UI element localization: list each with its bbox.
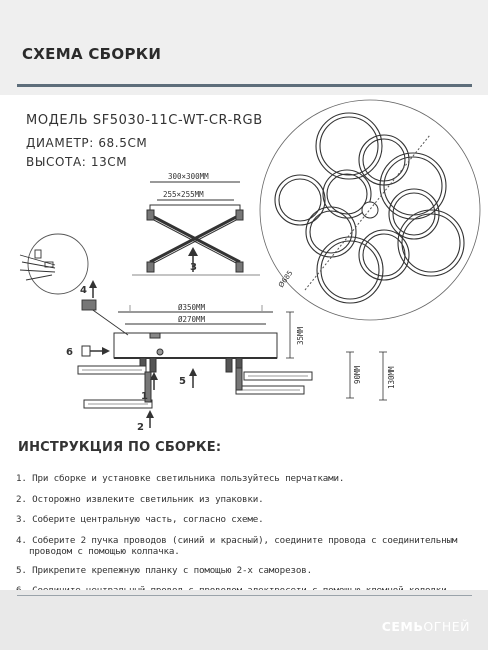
mid-height-dim: 90ММ bbox=[353, 365, 362, 384]
instruction-step bbox=[16, 535, 478, 557]
base-outer-dim: Ø350ММ bbox=[178, 303, 206, 312]
base-height-dim: 35ММ bbox=[296, 326, 305, 345]
brand-logo bbox=[382, 619, 470, 634]
base-inner-dim: Ø270ММ bbox=[178, 315, 206, 324]
total-height-dim: 130ММ bbox=[387, 366, 396, 389]
instruction-step bbox=[16, 565, 478, 576]
instructions-list bbox=[16, 473, 478, 606]
callout-1: 1 bbox=[141, 391, 148, 402]
callout-2: 2 bbox=[137, 422, 144, 430]
step5-arrow bbox=[189, 368, 197, 388]
height-spec: ВЫСОТА: 13СМ bbox=[26, 155, 128, 169]
center-hub bbox=[362, 202, 378, 218]
model-spec: МОДЕЛЬ SF5030-11C-WT-CR-RGB bbox=[26, 113, 263, 128]
diameter-spec: ДИАМЕТР: 68.5СМ bbox=[26, 136, 148, 150]
top-view-rings bbox=[260, 100, 480, 320]
wire-detail bbox=[20, 234, 128, 335]
instruction-step bbox=[16, 473, 478, 484]
callout-3: 3 bbox=[190, 262, 197, 273]
step4-arrow bbox=[89, 280, 97, 298]
step-text: 3. Соберите центральную часть, согласно схеме. bbox=[16, 514, 264, 525]
page-title: СХЕМА СБОРКИ bbox=[22, 45, 162, 63]
ring-diameter-label: Ø685 bbox=[277, 269, 295, 290]
brand-light: ОГНЕЙ bbox=[423, 619, 470, 634]
step-text-continued: проводом с помощью колпачка. bbox=[29, 545, 180, 557]
callout-6: 6 bbox=[66, 347, 73, 358]
instruction-step bbox=[16, 514, 478, 525]
instructions-title: ИНСТРУКЦИЯ ПО СБОРКЕ: bbox=[18, 440, 222, 455]
instruction-step bbox=[16, 494, 478, 505]
step-text: 1. При сборке и установке светильника пользуйтесь перчатками. bbox=[16, 473, 345, 484]
step-text: 2. Осторожно извлеките светильник из упаковки. bbox=[16, 493, 264, 505]
callout-4: 4 bbox=[80, 285, 87, 296]
brand-bold: СЕМЬ bbox=[381, 619, 424, 634]
plate-outer-dim: 300×300ММ bbox=[168, 172, 209, 181]
plate-inner-dim: 255×255ММ bbox=[163, 190, 204, 199]
callout-5: 5 bbox=[179, 376, 186, 387]
step6-arrow bbox=[82, 346, 110, 356]
step-text: 4. Соберите 2 пучка проводов (синий и красный), соедините провода с соединительным bbox=[16, 534, 458, 546]
step2-arrow bbox=[146, 410, 154, 428]
step-text: 5. Прикрепите крепежную планку с помощью 2-х саморезов. bbox=[16, 564, 312, 576]
footer-divider bbox=[17, 595, 472, 596]
